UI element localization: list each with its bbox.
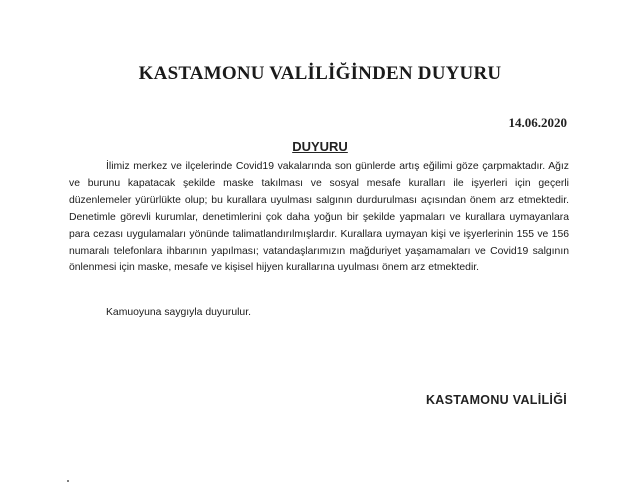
announcement-body: İlimiz merkez ve ilçelerinde Covid19 vakalarında son günlerde artış eğilimi göze çarpmaktadır. Ağız ve burunu kapatacak şekilde maske takılması ve sosyal mesafe kuralları ile işyerleri için geçerli düzenlemeler yürürlükte olup; bu kurallara uyulması salgının durdurulması açısından önem arz etmektedir. Denetimle görevli kurumlar, denetimlerini çok daha yoğun bir şekilde yapmaları ve kurallara uymayanlara para cezası uygulamaları yönünde talimatlandırılmışlardır. Kurallara uymayan kişi ve işyerlerinin 155 ve 156 numaralı telefonlara ihbarının yapılması; vatandaşlarımızın mağduriyet yaşamamaları ve Covid19 salgının önlenmesi için maske, mesafe ve kişisel hijyen kurallarına uyulması önem arz etmektedir. — [69, 161, 569, 274]
announcement-heading: DUYURU — [292, 139, 348, 154]
signature: KASTAMONU VALİLİĞİ — [425, 393, 567, 407]
document-title: KASTAMONU VALİLİĞİNDEN DUYURU — [138, 63, 502, 84]
page-speck — [67, 480, 69, 482]
document-date: 14.06.2020 — [508, 115, 567, 130]
closing-line: Kamuoyuna saygıyla duyurulur. — [106, 307, 251, 318]
